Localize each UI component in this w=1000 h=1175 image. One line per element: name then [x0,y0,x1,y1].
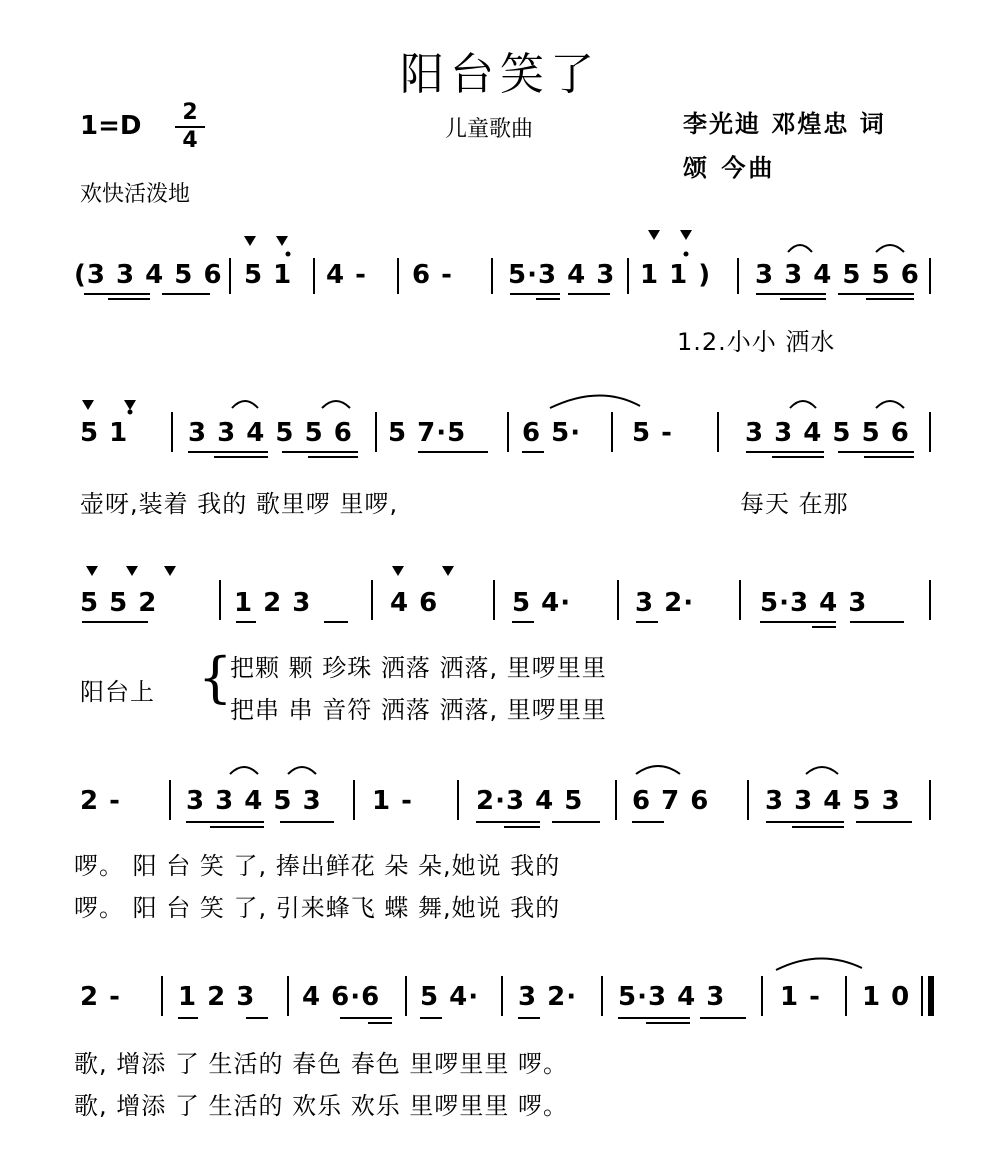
measure-5-5: 3 2· [518,982,578,1012]
measure-5-4: 5 4· [420,982,480,1012]
lyric-line-3a: 把颗 颗 珍珠 洒落 洒落, 里啰里里 [230,654,607,682]
slur [550,395,640,408]
measure-4-2: 3 3 4 5 3 [186,786,322,816]
slur [322,401,350,408]
measure-5-2: 1 2 3 [178,982,256,1012]
accent-mark [82,400,94,410]
accent-mark [680,230,692,240]
accent-mark [164,566,176,576]
octave-dot [684,252,689,257]
composer-credit: 颂 今曲 [683,154,776,182]
accent-mark [442,566,454,576]
measure-1-4: 6 - [412,260,453,290]
measure-3-2: 1 2 3 [234,588,312,618]
lyric-line-3b: 把串 串 音符 洒落 洒落, 里啰里里 [230,696,607,724]
lyricist-credit: 李光迪 邓煌忠 词 [683,110,886,138]
measure-4-4: 2·3 4 5 [476,786,584,816]
measure-1-3: 4 - [326,260,367,290]
lyric-line-4b: 啰。 阳 台 笑 了, 引来蜂飞 蝶 舞,她说 我的 [74,894,561,922]
song-title: 阳台笑了 [400,49,600,100]
measure-3-5: 3 2· [635,588,695,618]
measure-2-1: 5 1 [80,418,129,448]
song-genre: 儿童歌曲 [445,117,534,142]
slur [636,766,680,774]
slur [876,401,904,408]
measure-1-1: (3 3 4 5 6 [74,260,223,290]
slur [230,767,258,774]
measure-2-2: 3 3 4 5 5 6 [188,418,353,448]
measure-1-5: 5·3 4 3 [508,260,616,290]
measure-5-7: 1 - [780,982,821,1012]
lyric-line-5a: 歌, 增添 了 生活的 春色 春色 里啰里里 啰。 [74,1050,569,1078]
measure-2-5: 5 - [632,418,673,448]
measure-5-1: 2 - [80,982,121,1012]
measure-4-6: 3 3 4 5 3 [765,786,901,816]
measure-2-6: 3 3 4 5 5 6 [745,418,910,448]
accent-mark [124,400,136,410]
lyric-brace: { [198,646,233,709]
measure-1-7: 3 3 4 5 5 6 [755,260,920,290]
octave-dot [128,410,133,415]
time-signature-numerator: 2 [175,100,205,128]
measure-2-4: 6 5· [522,418,582,448]
measure-3-6: 5·3 4 3 [760,588,868,618]
accent-mark [126,566,138,576]
lyric-line-3-prefix: 阳台上 [80,678,155,706]
measure-1-6: 1 1 ) [640,260,712,290]
measure-4-5: 6 7 6 [632,786,710,816]
measure-2-3: 5 7·5 [388,418,467,448]
measure-4-1: 2 - [80,786,121,816]
lyric-line-1: 1.2.小小 洒水 [677,328,836,356]
accent-mark [86,566,98,576]
accent-mark [648,230,660,240]
measure-1-2: 5 1 [244,260,293,290]
measure-5-8: 1 0 [862,982,911,1012]
slur [776,958,862,970]
measure-3-4: 5 4· [512,588,572,618]
accent-mark [276,236,288,246]
lyric-line-2b: 每天 在那 [740,490,849,518]
lyric-line-2a: 壶呀,装着 我的 歌里啰 里啰, [80,490,399,518]
slur [788,245,812,252]
octave-dot [286,252,291,257]
measure-3-3: 4 6 [390,588,439,618]
accent-mark [392,566,404,576]
key-signature: 1=D [80,111,142,141]
measure-5-6: 5·3 4 3 [618,982,726,1012]
tempo-marking: 欢快活泼地 [80,182,191,207]
accent-mark [244,236,256,246]
slur [232,401,258,408]
measure-3-1: 5 5 2 [80,588,158,618]
slur [806,767,838,774]
lyric-line-5b: 歌, 增添 了 生活的 欢乐 欢乐 里啰里里 啰。 [74,1092,569,1120]
lyric-line-4a: 啰。 阳 台 笑 了, 捧出鲜花 朵 朵,她说 我的 [74,852,561,880]
slur [288,767,316,774]
measure-4-3: 1 - [372,786,413,816]
measure-5-3: 4 6·6 [302,982,381,1012]
final-barline-thick [928,976,934,1016]
time-signature-denominator: 4 [182,128,198,153]
slur [876,245,904,252]
slur [790,401,816,408]
